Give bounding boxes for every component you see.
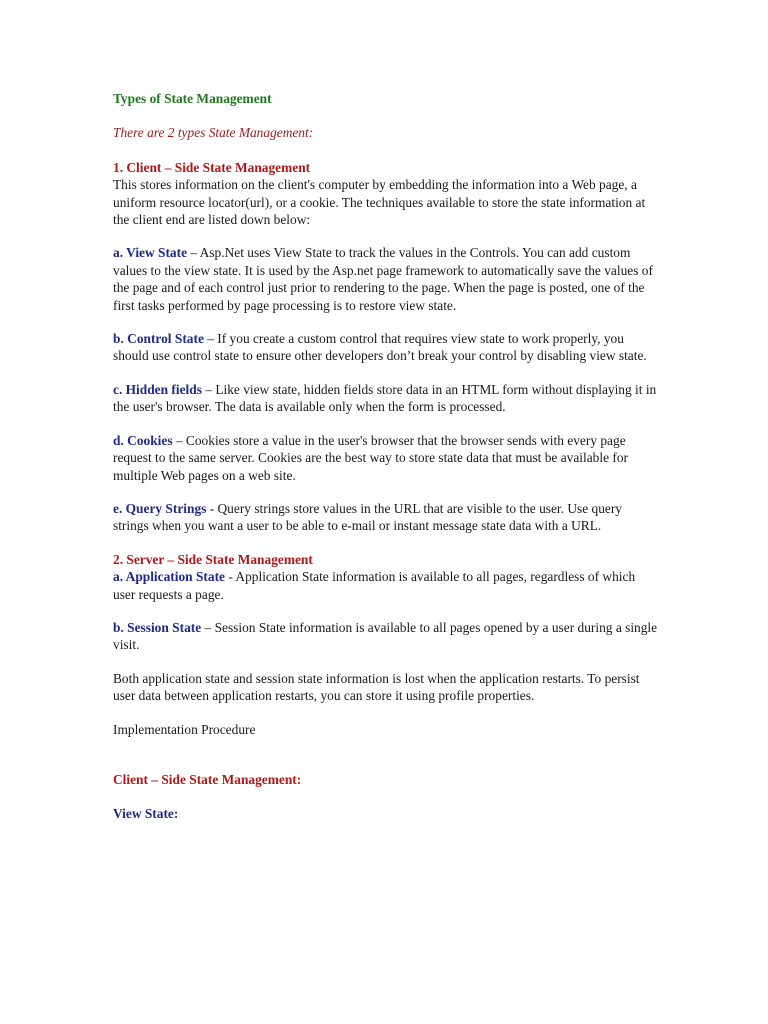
term-separator: – bbox=[201, 619, 215, 635]
application-state-text: Application State information is available to all pages, regardless of which user requests a page. bbox=[113, 569, 636, 602]
client-side-heading: 1. Client – Side State Management bbox=[113, 159, 311, 175]
term-separator: - bbox=[224, 569, 236, 585]
query-strings-text: Query strings store values in the URL that are visible to the user. Use query strings when you want a user to be able to e-mail or instant message state data with a URL. bbox=[113, 500, 622, 534]
control-state-term: b. Control State bbox=[113, 331, 204, 347]
query-strings-item bbox=[113, 500, 658, 535]
session-state-text: Session State information is available to all pages opened by a user during a single visit. bbox=[113, 619, 658, 653]
application-state-term: a. Application State bbox=[113, 569, 225, 585]
document-page bbox=[113, 90, 658, 823]
page-title: Types of State Management bbox=[113, 91, 272, 106]
implementation-label: Implementation Procedure bbox=[113, 721, 256, 737]
session-state-term: b. Session State bbox=[113, 619, 202, 635]
server-side-heading: 2. Server – Side State Management bbox=[113, 551, 313, 567]
view-state-term: a. View State bbox=[113, 245, 188, 261]
cookies-item bbox=[113, 432, 658, 484]
term-separator: – bbox=[201, 381, 216, 397]
view-state-text: Asp.Net uses View State to track the values in the Controls. You can add custom values to the view state. It is used by the Asp.net page framework to automatically save the values of the page and of each control just prior to rendering to the page. When the page is posted, one of the first tasks performed by page processing is to restore view state. bbox=[113, 245, 653, 313]
cookies-text: Cookies store a value in the user's browser that the browser sends with every page request to the same server. Cookies are the best way to store state data that must be available for multiple Web pages on a web site. bbox=[113, 432, 628, 483]
term-separator: - bbox=[206, 500, 218, 516]
control-state-text: If you create a custom control that requires view state to work properly, you should use control state to ensure other developers don’t break your control by disabling view state. bbox=[113, 331, 647, 364]
cookies-term: d. Cookies bbox=[113, 432, 173, 448]
hidden-fields-term: c. Hidden fields bbox=[113, 381, 202, 397]
term-separator: – bbox=[203, 331, 218, 347]
view-state-item bbox=[113, 244, 658, 314]
query-strings-term: e. Query Strings bbox=[113, 500, 207, 516]
application-state-item bbox=[113, 568, 658, 603]
control-state-item bbox=[113, 330, 658, 365]
client-impl-heading: Client – Side State Management: bbox=[113, 771, 302, 787]
hidden-fields-item bbox=[113, 381, 658, 416]
term-separator: – bbox=[172, 432, 186, 448]
client-side-description: This stores information on the client's computer by embedding the information into a Web page, a uniform resource locator(url), or a cookie. The techniques available to store the state information at the client end are listed down below: bbox=[113, 177, 646, 228]
state-loss-note: Both application state and session state information is lost when the application restarts. To persist user data between application restarts, you can store it using profile properties. bbox=[113, 670, 640, 704]
hidden-fields-text: Like view state, hidden fields store data in an HTML form without displaying it in the user's browser. The data is available only when the form is processed. bbox=[113, 381, 657, 415]
term-separator: – bbox=[187, 245, 200, 261]
session-state-item bbox=[113, 619, 658, 654]
view-state-heading: View State: bbox=[113, 806, 179, 822]
intro-text: There are 2 types State Management: bbox=[113, 125, 314, 141]
